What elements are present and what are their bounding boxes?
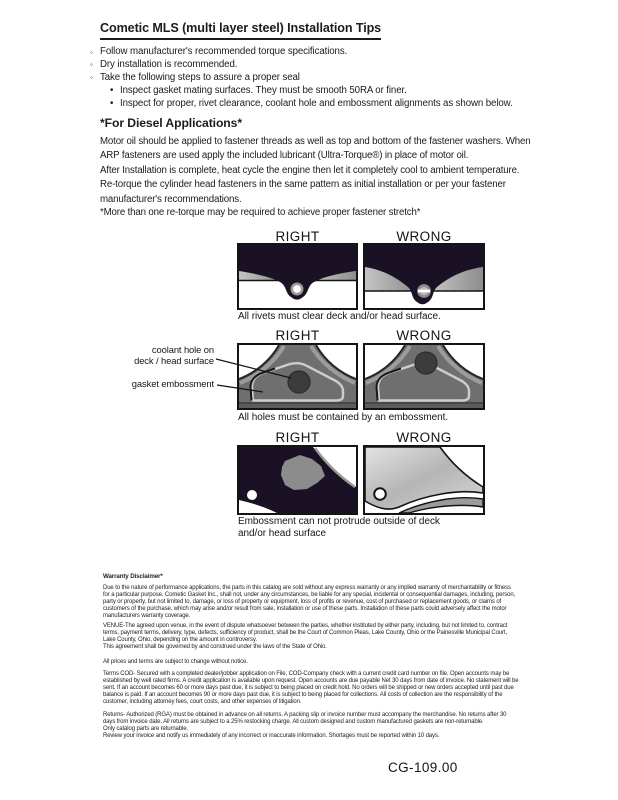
list-item	[90, 59, 513, 72]
bullet-marker: ◦	[90, 73, 93, 83]
installation-tips-list	[90, 46, 513, 111]
prices-notice: All prices and terms are subject to change without notice.	[103, 659, 248, 665]
coolant-hole-label-line2: deck / head surface	[134, 354, 214, 366]
row1-right-label: RIGHT	[275, 229, 320, 244]
list-item-text: Take the following steps to assure a proper seal	[100, 71, 300, 83]
row2-right-label: RIGHT	[275, 328, 320, 343]
bolt-hole-icon	[374, 488, 386, 500]
row1-caption: All rivets must clear deck and/or head surface.	[238, 311, 441, 322]
diesel-section-heading: *For Diesel Applications*	[100, 116, 242, 130]
rivet-clearance-wrong-diagram	[363, 243, 485, 310]
catalog-returns-note	[103, 726, 519, 740]
page-code: CG-109.00	[388, 760, 458, 775]
retorque-note: *More than one re-torque may be required to achieve proper fastener stretch*	[100, 207, 421, 218]
warranty-disclaimer-heading: Warranty Disclaimer*	[103, 573, 163, 580]
returns-paragraph: Returns- Authorized (RGA) must be obtained in advance on all returns. A packing slip or invoice number must accompany the merchandise. No returns after 30 days from invoice date. All returns are subject to a 25% restocking charge. All custom designed and custom manufactured gaskets are non-returnable.	[103, 712, 507, 725]
bullet-marker: •	[110, 97, 114, 109]
embossment-containment-right-diagram	[237, 343, 358, 410]
row2-caption: All holes must be contained by an embossment.	[238, 412, 449, 423]
row3-caption	[238, 516, 440, 539]
list-item	[90, 46, 513, 59]
coolant-hole-label	[110, 345, 214, 366]
row3-right-label: RIGHT	[275, 430, 320, 445]
list-item-text: Dry installation is recommended.	[100, 58, 238, 70]
row1-wrong-label: WRONG	[396, 229, 452, 244]
warranty-paragraph: Due to the nature of performance applications, the parts in this catalog are sold without any express warranty or any implied warranty of merchantability or fitness for a particular purpose. Cometic Gasket Inc., shall not, under any circumstances, be liable for any special, incidental or consequential damages, including, person, party or property, but not limited to, damage, or loss of property or equipment, loss of profits or revenue, cost of purchased or replacement goods, or claims of customers of the purchase, which may arise and/or result from sale, installation or use of these parts. Installation of these parts could adversely affect the motor manufacturers warranty coverage.	[103, 585, 516, 619]
list-item	[90, 72, 513, 85]
list-item-sub	[110, 85, 513, 98]
row3-caption-line1: Embossment can not protrude outside of deck	[238, 516, 440, 527]
coolant-hole-label-line1: coolant hole on	[151, 344, 214, 355]
list-item-sub	[110, 98, 513, 111]
embossment-protrusion-wrong-diagram	[363, 445, 485, 515]
list-item-text: Inspect for proper, rivet clearance, coolant hole and embossment alignments as shown below.	[120, 97, 513, 109]
coolant-hole-icon	[288, 371, 310, 393]
bullet-marker: ◦	[90, 47, 93, 57]
bolt-hole-icon	[247, 490, 257, 500]
row3-wrong-label: WRONG	[396, 430, 452, 445]
governing-law-text: This agreement shall be governed by and construed under the laws of the State of Ohio.	[103, 643, 327, 650]
embossment-protrusion-right-diagram	[237, 445, 358, 515]
catalog-returns-line2: Review your invoice and notify us immediately of any incorrect or inaccurate information. Shortages must be reported within 10 days.	[103, 732, 440, 739]
bullet-marker: ◦	[90, 60, 93, 70]
gasket-embossment-label: gasket embossment	[131, 378, 214, 389]
page-title: Cometic MLS (multi layer steel) Installation Tips	[100, 21, 381, 40]
bullet-marker: •	[110, 84, 114, 96]
list-item-text: Follow manufacturer's recommended torque specifications.	[100, 46, 348, 57]
embossment-containment-wrong-diagram	[363, 343, 485, 410]
diesel-paragraph-1: Motor oil should be applied to fastener threads as well as top and bottom of the fastener washers. When ARP fasteners are used apply the included lubricant (Ultra-Torque®) in place of motor oil.	[100, 136, 531, 162]
rivet-icon	[292, 284, 302, 294]
terms-paragraph: Terms COD- Secured with a completed dealer/jobber application on File, COD-Company check with a current credit card number on file. Open accounts may be established by well rated firms. A credit application is available upon request. Open accounts are due payable Net 30 days from date of invoice. No statement will be sent. If an account becomes 60 or more days past due, it is subject to being placed on credit hold. No orders will be shipped or new orders accepted until past due balance is paid. If an account becomes 90 or more days past due, it is subject to being placed for collections. All costs of collection are the responsibility of the customer, including attorney fees, court costs, and other expenses of litigation.	[103, 671, 519, 705]
rivet-clearance-right-diagram	[237, 243, 358, 310]
coolant-hole-icon	[415, 352, 437, 374]
row3-caption-line2: and/or head surface	[238, 527, 327, 539]
venue-paragraph	[103, 623, 519, 651]
diesel-paragraph-2: After Installation is complete, heat cycle the engine then let it completely cool to ambient temperature. Re-torque the cylinder head fasteners in the same pattern as initial installation or per your fastener manufacturer's recommendations.	[100, 165, 520, 205]
row2-wrong-label: WRONG	[396, 328, 452, 343]
list-item-text: Inspect gasket mating surfaces. They must be smooth 50RA or finer.	[120, 84, 407, 96]
catalog-returns-line1: Only catalog parts are returnable.	[103, 726, 188, 732]
venue-text: VENUE-The agreed upon venue, in the event of dispute whatsoever between the parties, whether instituted by either party, including, but not limited to, contract terms, payment terms, delivery, type, defects, sufficiency of product, shall be the Court of Common Pleas, Lake County, Ohio or the Painesville Municipal Court, Lake County, Ohio, depending on the amount in controversy.	[103, 623, 508, 643]
